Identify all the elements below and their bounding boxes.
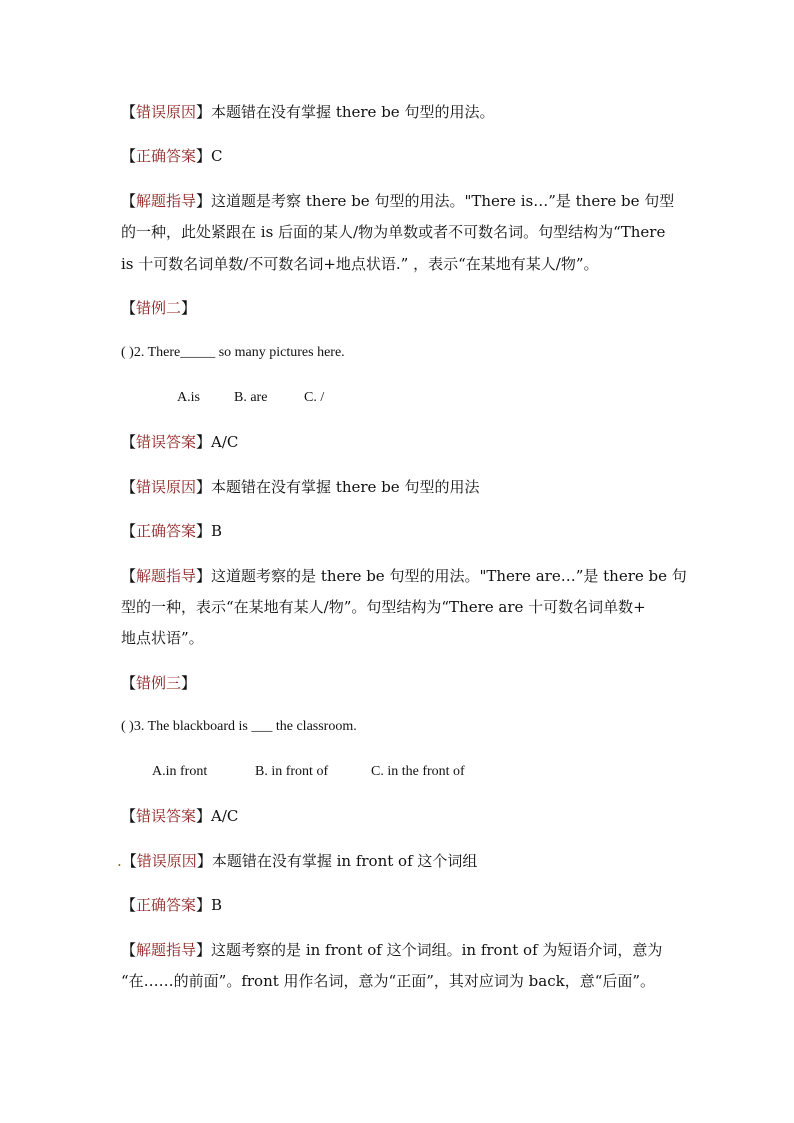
guide-line-1 <box>121 191 674 211</box>
guide-text: 这道题考察的是 there be 句型的用法。"There are…”是 there be 句 <box>211 567 687 585</box>
bracket-close: 】 <box>196 896 212 914</box>
correct-answer-text: B <box>211 522 223 540</box>
bracket-open: 【 <box>121 807 137 825</box>
error-reason-line <box>121 477 479 497</box>
option-a: A.in front <box>152 764 208 779</box>
question-three: ( )3. The blackboard is ___ the classroom. <box>121 719 357 734</box>
wrong-answer-line <box>121 806 238 826</box>
correct-answer-line <box>121 521 222 541</box>
bracket-open: 【 <box>121 299 137 317</box>
option-a: A.is <box>177 390 200 405</box>
bracket-open: 【 <box>121 896 137 914</box>
guide-text: 这题考察的是 in front of 这个词组。in front of 为短语介词，意为 <box>211 941 663 959</box>
bracket-close: 】 <box>196 433 212 451</box>
bracket-close: 】 <box>196 147 212 165</box>
wrong-answer-label: 错误答案 <box>136 433 197 451</box>
guide-line-2: 型的一种，表示“在某地有某人/物”。句型结构为“There are 十可数名词单数+ <box>121 598 646 616</box>
guide-label: 解题指导 <box>136 941 197 959</box>
option-c: C. in the front of <box>371 764 465 779</box>
bracket-open: 【 <box>121 147 137 165</box>
bracket-close: 】 <box>181 299 197 317</box>
error-reason-label: 错误原因 <box>136 103 197 121</box>
example-two-heading <box>121 298 196 318</box>
guide-label: 解题指导 <box>136 192 197 210</box>
wrong-answer-text: A/C <box>211 433 239 451</box>
bracket-open: 【 <box>121 433 137 451</box>
correct-answer-label: 正确答案 <box>136 896 197 914</box>
option-b: B. are <box>234 390 268 405</box>
bracket-open: 【 <box>121 192 137 210</box>
wrong-answer-label: 错误答案 <box>136 807 197 825</box>
bracket-open: 【 <box>121 478 137 496</box>
guide-text: 这道题是考察 there be 句型的用法。"There is…”是 there be 句型 <box>211 192 675 210</box>
option-b: B. in front of <box>255 764 329 779</box>
bracket-close: 】 <box>196 852 212 870</box>
correct-answer-label: 正确答案 <box>136 522 197 540</box>
error-reason-line <box>117 851 477 871</box>
error-reason-label: 错误原因 <box>136 852 197 870</box>
bracket-close: 】 <box>196 941 212 959</box>
correct-answer-label: 正确答案 <box>136 147 197 165</box>
bracket-close: 】 <box>196 522 212 540</box>
bracket-open: 【 <box>121 852 137 870</box>
error-reason-text: 本题错在没有掌握 there be 句型的用法 <box>211 478 480 496</box>
guide-line-2: “在……的前面”。front 用作名词，意为“正面”，其对应词为 back，意“后面”。 <box>121 972 656 990</box>
bracket-open: 【 <box>121 674 137 692</box>
option-c: C. / <box>304 390 325 405</box>
bracket-open: 【 <box>121 567 137 585</box>
bracket-close: 】 <box>181 674 197 692</box>
leading-dot: . <box>117 852 122 870</box>
example-three-heading <box>121 673 196 693</box>
bracket-close: 】 <box>196 192 212 210</box>
wrong-answer-line <box>121 432 238 452</box>
guide-line-1 <box>121 940 662 960</box>
correct-answer-line <box>121 146 223 166</box>
example-three-label: 错例三 <box>136 674 182 692</box>
error-reason-line <box>121 102 494 122</box>
question-two: ( )2. There_____ so many pictures here. <box>121 345 345 360</box>
error-reason-text: 本题错在没有掌握 there be 句型的用法。 <box>211 103 495 121</box>
guide-label: 解题指导 <box>136 567 197 585</box>
bracket-close: 】 <box>196 103 212 121</box>
correct-answer-text: C <box>211 147 223 165</box>
guide-line-2: 的一种，此处紧跟在 is 后面的某人/物为单数或者不可数名词。句型结构为“There <box>121 223 666 241</box>
bracket-close: 】 <box>196 807 212 825</box>
guide-line-3: 地点状语”。 <box>121 629 204 647</box>
guide-line-3: is 十可数名词单数/不可数名词+地点状语.” ，表示“在某地有某人/物”。 <box>121 255 599 273</box>
wrong-answer-text: A/C <box>211 807 239 825</box>
bracket-close: 】 <box>196 567 212 585</box>
guide-line-1 <box>121 566 687 586</box>
bracket-open: 【 <box>121 522 137 540</box>
bracket-open: 【 <box>121 941 137 959</box>
example-two-label: 错例二 <box>136 299 182 317</box>
bracket-open: 【 <box>121 103 137 121</box>
correct-answer-line <box>121 895 222 915</box>
bracket-close: 】 <box>196 478 212 496</box>
correct-answer-text: B <box>211 896 223 914</box>
error-reason-text: 本题错在没有掌握 in front of 这个词组 <box>211 852 478 870</box>
error-reason-label: 错误原因 <box>136 478 197 496</box>
